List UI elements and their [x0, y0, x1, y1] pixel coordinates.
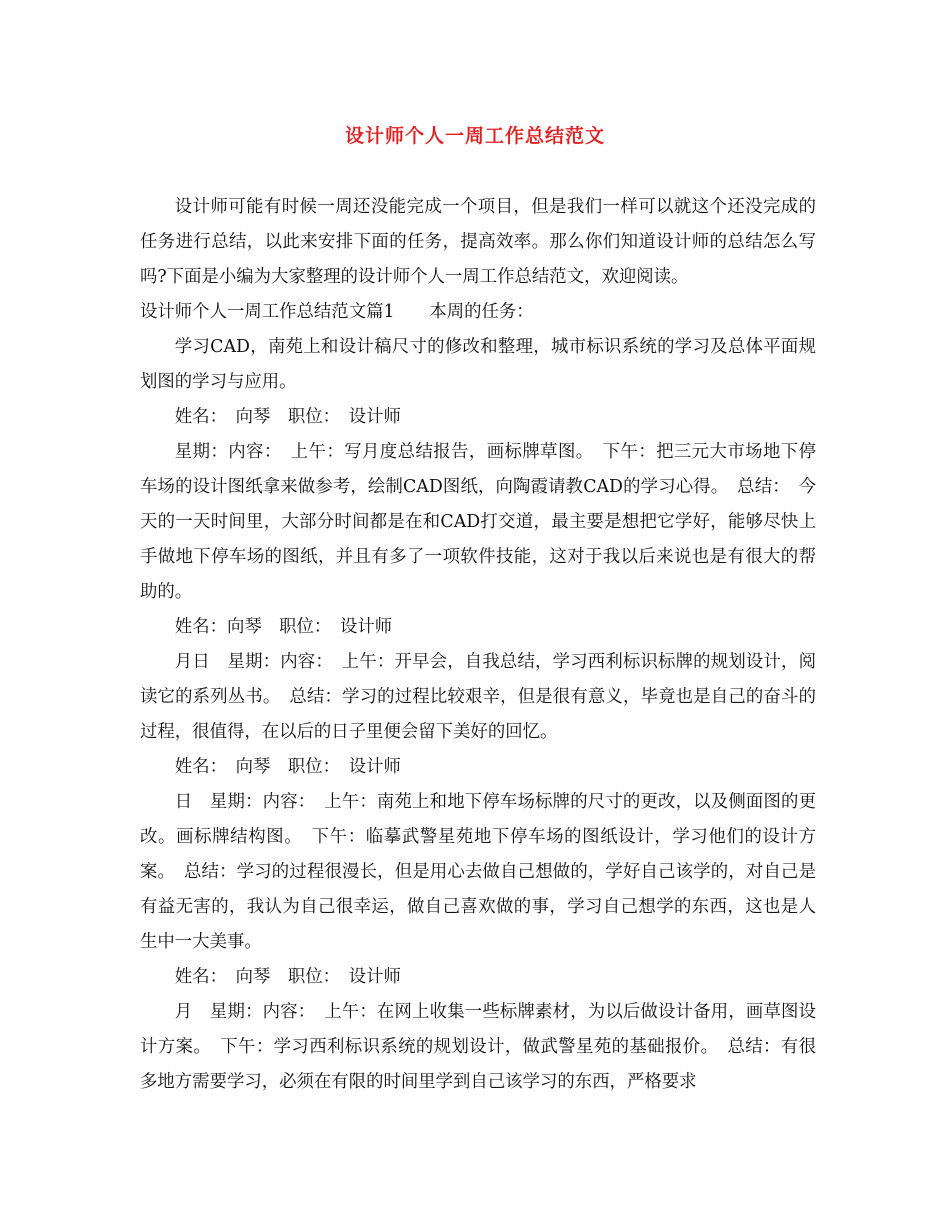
document-title: 设计师个人一周工作总结范文 — [344, 125, 605, 147]
section-heading: 设计师个人一周工作总结范文篇1 本周的任务： — [140, 302, 534, 322]
paragraph: 设计师可能有时候一周还没能完成一个项目，但是我们一样可以就这个还没完成的任务进行总结，以此来安排下面的任务，提高效率。那么你们知道设计师的总结怎么写吗?下面是小编为大家整理的设计师个人一周工作总结范文，欢迎阅读。 — [140, 197, 816, 287]
name-position-line: 姓名：向琴 职位： 设计师 — [174, 617, 393, 637]
paragraph: 日 星期：内容： 上午：南苑上和地下停车场标牌的尺寸的更改，以及侧面图的更改。画标牌结构图。 下午：临摹武警星苑地下停车场的图纸设计，学习他们的设计方案。 总结：学习的过程很漫长，但是用心去做自己想做的，学好自己该学的，对自己是有益无害的，我认为自己很幸运，做自己喜欢做的事，学习自己想学的东西，这也是人生中一大美事。 — [140, 792, 816, 952]
name-position-line: 姓名： 向琴 职位： 设计师 — [174, 407, 401, 427]
name-position-line: 姓名： 向琴 职位： 设计师 — [174, 757, 401, 777]
document-body — [140, 190, 816, 1100]
paragraph: 月 星期：内容： 上午：在网上收集一些标牌素材，为以后做设计备用，画草图设计方案。 下午：学习西利标识系统的规划设计，做武警星苑的基础报价。 总结：有很多地方需要学习，必须在有限的时间里学到自己该学习的东西，严格要求 — [140, 1002, 816, 1092]
paragraph: 星期：内容： 上午：写月度总结报告，画标牌草图。 下午：把三元大市场地下停车场的设计图纸拿来做参考，绘制CAD图纸，向陶霞请教CAD的学习心得。 总结： 今天的一天时间里，大部分时间都是在和CAD打交道，最主要是想把它学好，能够尽快上手做地下停车场的图纸，并且有多了一项软件技能，这对于我以后来说也是有很大的帮助的。 — [140, 442, 816, 602]
paragraph: 学习CAD，南苑上和设计稿尺寸的修改和整理，城市标识系统的学习及总体平面规划图的学习与应用。 — [140, 337, 816, 392]
paragraph: 月日 星期：内容： 上午：开早会，自我总结，学习西利标识标牌的规划设计，阅读它的系列丛书。 总结：学习的过程比较艰辛，但是很有意义，毕竟也是自己的奋斗的过程，很值得，在以后的日子里便会留下美好的回忆。 — [140, 652, 816, 742]
name-position-line: 姓名： 向琴 职位： 设计师 — [174, 967, 401, 987]
